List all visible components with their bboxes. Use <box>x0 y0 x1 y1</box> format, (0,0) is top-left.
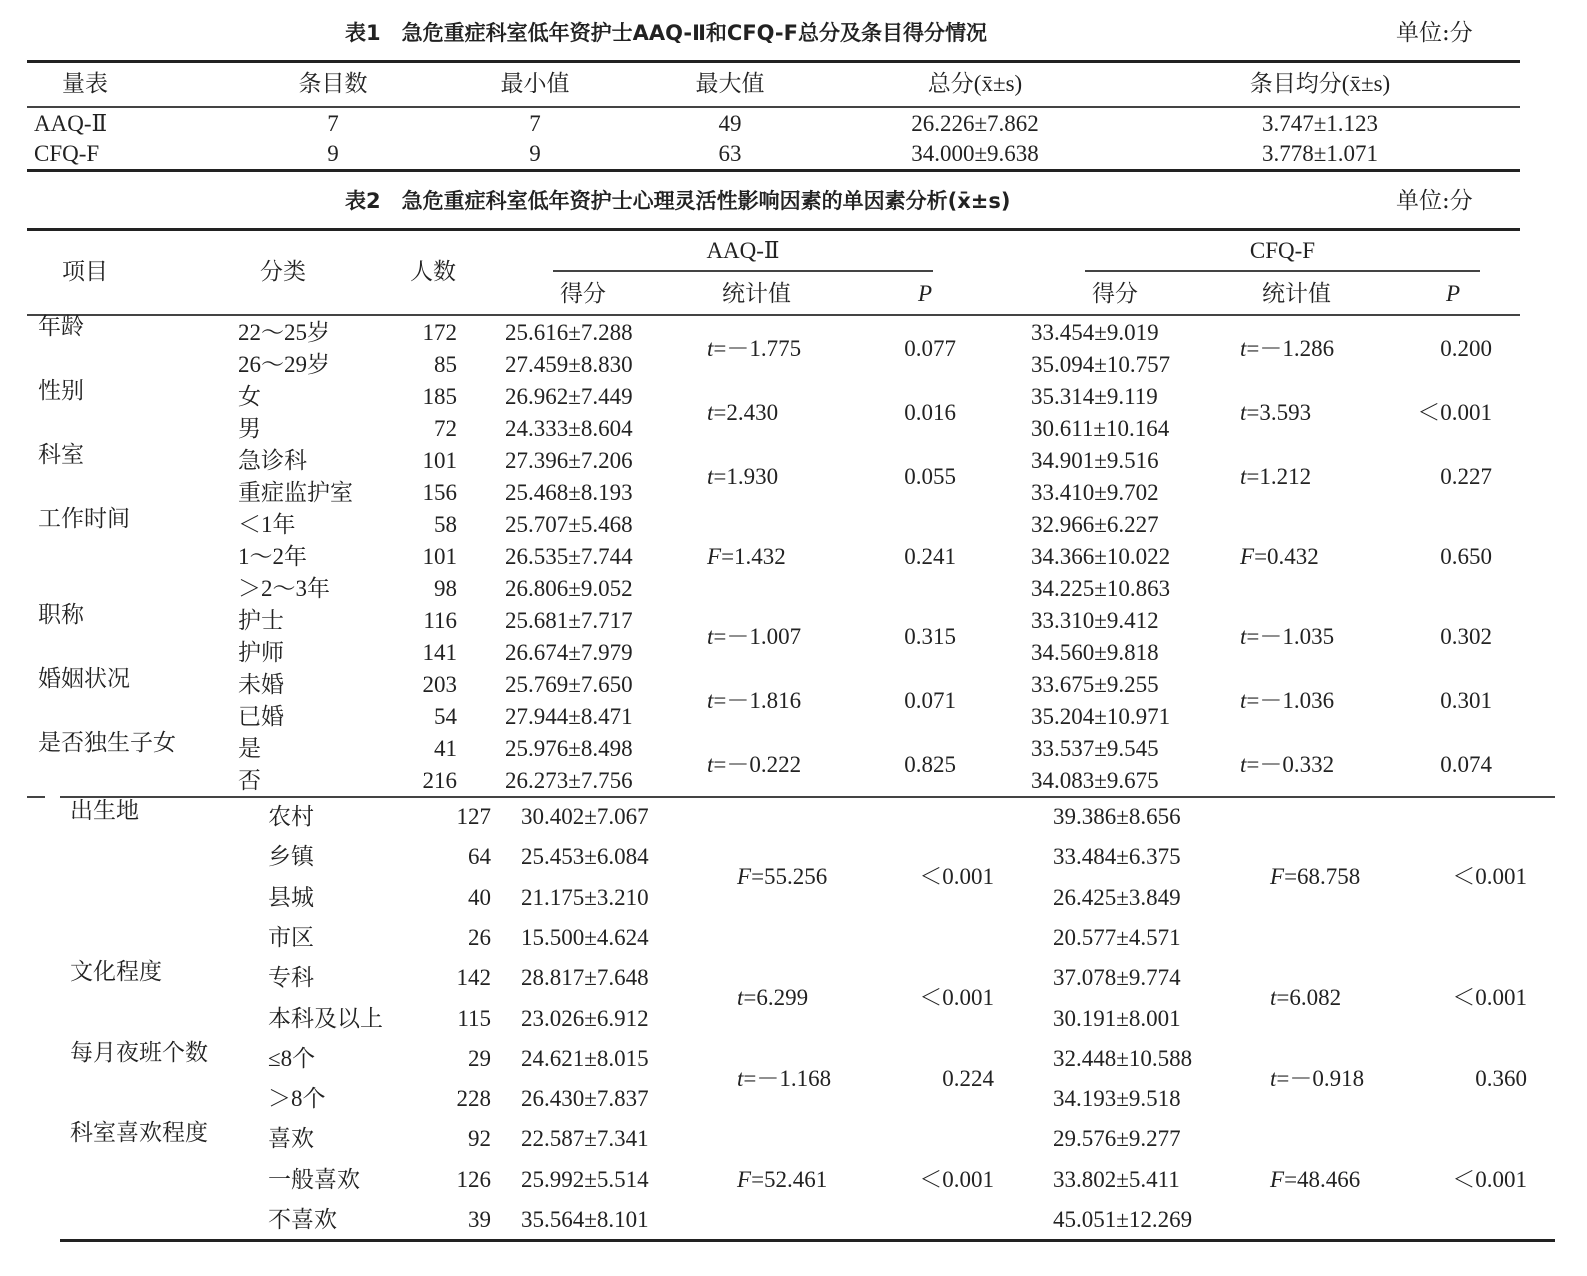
aaq-score: 35.564±8.101 <box>521 1207 649 1232</box>
aaq-p-value: 0.077 <box>904 336 956 361</box>
cfq-score: 35.314±9.119 <box>1031 384 1158 409</box>
cfq-score: 35.094±10.757 <box>1031 352 1171 377</box>
row-category: 一般喜欢 <box>268 1166 360 1192</box>
cfq-p-value: 0.227 <box>1440 464 1492 489</box>
row-category: 县城 <box>268 884 314 910</box>
cfq-statistic: t=6.082 <box>1270 985 1342 1011</box>
row-item-label: 出生地 <box>70 798 139 823</box>
aaq-score: 28.817±7.648 <box>521 965 649 991</box>
row-count: 126 <box>456 1166 491 1192</box>
row-category: 急诊科 <box>238 448 307 473</box>
cfq-statistic: t=－0.332 <box>1240 752 1335 777</box>
row-category: 男 <box>238 416 261 441</box>
table1-cell: 34.000±9.638 <box>911 141 1039 166</box>
row-category: 已婚 <box>238 704 284 729</box>
table1-header-rule <box>27 106 1520 108</box>
aaq-span-rule <box>553 270 933 272</box>
aaq-p-value: ＜0.001 <box>919 864 994 890</box>
row-category: 护师 <box>238 640 284 665</box>
aaq-score: 23.026±6.912 <box>521 1005 649 1031</box>
cfq-p-value: ＜0.001 <box>1452 864 1527 890</box>
cfq-score: 45.051±12.269 <box>1053 1207 1193 1232</box>
aaq-statistic: F=55.256 <box>737 864 828 890</box>
row-count: 141 <box>422 640 457 665</box>
aaq-statistic: F=52.461 <box>737 1166 828 1192</box>
cfq-statistic: t=－0.918 <box>1270 1065 1365 1091</box>
row-item-label: 文化程度 <box>70 959 162 985</box>
aaq-statistic: t=－1.007 <box>707 624 802 649</box>
aaq-score: 26.962±7.449 <box>505 384 633 409</box>
row-count: 185 <box>422 384 457 409</box>
row-count: 216 <box>422 768 457 793</box>
aaq-p-value: 0.241 <box>904 544 956 569</box>
cfq-score: 30.191±8.001 <box>1053 1005 1181 1031</box>
table1-bottom-rule <box>27 169 1520 172</box>
cfq-p-value: ＜0.001 <box>1417 400 1492 425</box>
aaq-score: 25.681±7.717 <box>505 608 633 633</box>
row-category: ＜1年 <box>238 512 296 537</box>
cfq-score: 33.675±9.255 <box>1031 672 1159 697</box>
row-count: 98 <box>434 576 457 601</box>
cfq-score: 32.448±10.588 <box>1053 1045 1193 1071</box>
aaq-p-value: ＜0.001 <box>919 985 994 1011</box>
row-count: 172 <box>422 320 457 345</box>
cfq-p-value: 0.360 <box>1475 1065 1527 1091</box>
cfq-score: 33.454±9.019 <box>1031 320 1159 345</box>
aaq-statistic: t=－1.816 <box>707 688 802 713</box>
aaq-score: 25.769±7.650 <box>505 672 633 697</box>
table1-cell: 26.226±7.862 <box>911 111 1039 136</box>
cfq-p-value: ＜0.001 <box>1452 1166 1527 1192</box>
cfq-p-value: 0.650 <box>1440 544 1492 569</box>
aaq-score: 25.616±7.288 <box>505 320 633 345</box>
aaq-score: 25.992±5.514 <box>521 1166 649 1192</box>
table1-row-label: AAQ-Ⅱ <box>34 111 108 136</box>
cfq-score: 33.484±6.375 <box>1053 844 1181 870</box>
aaq-score: 22.587±7.341 <box>521 1126 649 1152</box>
cfq-score: 34.083±9.675 <box>1031 768 1159 793</box>
row-category: 农村 <box>268 804 314 829</box>
cfq-score: 35.204±10.971 <box>1031 704 1171 729</box>
cfq-score: 30.611±10.164 <box>1031 416 1170 441</box>
row-item-label: 婚姻状况 <box>38 666 130 691</box>
cfq-p-value: ＜0.001 <box>1452 985 1527 1011</box>
table1-cell: 7 <box>529 111 541 136</box>
row-category: 重症监护室 <box>238 480 353 505</box>
aaq-score: 26.430±7.837 <box>521 1086 649 1112</box>
cfq-score: 33.410±9.702 <box>1031 480 1159 505</box>
row-item-label: 科室喜欢程度 <box>70 1120 208 1146</box>
table2-unit: 单位:分 <box>1396 188 1473 214</box>
cfq-score: 33.537±9.545 <box>1031 736 1159 761</box>
aaq-p-value: 0.315 <box>904 624 956 649</box>
row-count: 40 <box>468 884 491 910</box>
aaq-score: 26.674±7.979 <box>505 640 633 665</box>
aaq-score: 24.621±8.015 <box>521 1045 649 1071</box>
section-dash <box>27 796 45 798</box>
row-category: 护士 <box>238 608 284 633</box>
aaq-p-value: 0.055 <box>904 464 956 489</box>
cfq-score: 34.901±9.516 <box>1031 448 1159 473</box>
row-count: 64 <box>468 844 491 870</box>
cfq-score: 37.078±9.774 <box>1053 965 1181 991</box>
row-category: 专科 <box>268 965 314 991</box>
cfq-score: 32.966±6.227 <box>1031 512 1159 537</box>
table1-row-label: CFQ-F <box>34 141 100 166</box>
table1-header-cell: 最大值 <box>695 71 765 96</box>
row-category: 22～25岁 <box>238 320 330 345</box>
table2-header-category: 分类 <box>260 259 306 284</box>
table2-header-rule <box>27 314 1520 316</box>
aaq-score: 27.396±7.206 <box>505 448 633 473</box>
table1-header-cell: 总分(x̄±s) <box>927 71 1023 96</box>
cfq-score: 34.193±9.518 <box>1053 1086 1181 1112</box>
row-item-label: 职称 <box>38 602 84 627</box>
aaq-statistic: t=－0.222 <box>707 752 802 777</box>
row-category: 喜欢 <box>268 1126 314 1152</box>
table2-header-aaq: AAQ-Ⅱ <box>706 238 780 263</box>
table1-top-rule <box>27 60 1520 63</box>
row-count: 54 <box>434 704 457 729</box>
aaq-p-value: ＜0.001 <box>919 1166 994 1192</box>
row-count: 228 <box>456 1086 491 1112</box>
row-item-label: 是否独生子女 <box>38 730 176 755</box>
aaq-p-value: 0.071 <box>904 688 956 713</box>
row-count: 58 <box>434 512 457 537</box>
aaq-statistic: t=－1.775 <box>707 336 802 361</box>
table2-header-cfq: CFQ-F <box>1249 238 1316 263</box>
row-count: 142 <box>456 965 491 991</box>
row-count: 116 <box>423 608 457 633</box>
row-category: 不喜欢 <box>268 1207 337 1232</box>
cfq-statistic: F=48.466 <box>1270 1166 1361 1192</box>
row-category: 女 <box>238 384 261 409</box>
table1-cell: 63 <box>718 141 742 166</box>
cfq-p-value: 0.200 <box>1440 336 1492 361</box>
row-count: 127 <box>456 804 491 829</box>
cfq-statistic: t=1.212 <box>1240 464 1312 489</box>
aaq-p-value: 0.825 <box>904 752 956 777</box>
aaq-score: 30.402±7.067 <box>521 804 649 829</box>
table2-title: 表2 急危重症科室低年资护士心理灵活性影响因素的单因素分析(x̄±s) <box>345 189 1011 213</box>
aaq-score: 21.175±3.210 <box>521 884 649 910</box>
row-item-label: 性别 <box>38 378 84 403</box>
row-count: 101 <box>422 544 457 569</box>
table1-header-cell: 最小值 <box>500 71 570 96</box>
aaq-header-p: P <box>918 281 933 306</box>
aaq-score: 15.500±4.624 <box>521 924 649 950</box>
row-count: 115 <box>457 1005 491 1031</box>
aaq-statistic: t=1.930 <box>707 464 779 489</box>
table1-cell: 9 <box>327 141 339 166</box>
row-category: 26～29岁 <box>238 352 330 377</box>
table2-bottom-rule <box>60 1239 1555 1242</box>
table1-title: 表1 急危重症科室低年资护士AAQ-Ⅱ和CFQ-F总分及条目得分情况 <box>345 21 987 45</box>
row-category: 1～2年 <box>238 544 307 569</box>
aaq-p-value: 0.224 <box>942 1065 994 1091</box>
aaq-score: 27.944±8.471 <box>505 704 633 729</box>
table2-header-n: 人数 <box>410 259 456 284</box>
aaq-header-score: 得分 <box>560 281 606 306</box>
table1-cell: 3.778±1.071 <box>1261 141 1379 166</box>
cfq-p-value: 0.074 <box>1440 752 1492 777</box>
aaq-score: 25.453±6.084 <box>521 844 649 870</box>
cfq-score: 34.225±10.863 <box>1031 576 1171 601</box>
cfq-header-p: P <box>1446 281 1461 306</box>
row-category: 否 <box>238 768 261 793</box>
table1-cell: 9 <box>529 141 541 166</box>
row-category: ＞2～3年 <box>238 576 330 601</box>
row-count: 203 <box>422 672 457 697</box>
cfq-statistic: F=0.432 <box>1240 544 1319 569</box>
aaq-score: 27.459±8.830 <box>505 352 633 377</box>
cfq-span-rule <box>1085 270 1480 272</box>
cfq-p-value: 0.302 <box>1440 624 1492 649</box>
section-break-rule <box>60 796 1555 798</box>
row-item-label: 科室 <box>38 442 84 467</box>
aaq-score: 26.273±7.756 <box>505 768 633 793</box>
cfq-statistic: t=－1.286 <box>1240 336 1335 361</box>
table1-header-cell: 量表 <box>62 71 108 96</box>
cfq-score: 33.310±9.412 <box>1031 608 1159 633</box>
table1-header-cell: 条目数 <box>298 71 368 96</box>
table1-cell: 7 <box>327 111 339 136</box>
cfq-statistic: F=68.758 <box>1270 864 1361 890</box>
row-category: 未婚 <box>238 672 284 697</box>
cfq-statistic: t=－1.036 <box>1240 688 1335 713</box>
row-category: ≤8个 <box>268 1045 316 1071</box>
table1-cell: 49 <box>718 111 742 136</box>
row-category: 乡镇 <box>268 844 314 870</box>
row-category: 市区 <box>268 924 314 950</box>
table1-cell: 3.747±1.123 <box>1261 111 1379 136</box>
cfq-score: 20.577±4.571 <box>1053 924 1181 950</box>
cfq-score: 34.366±10.022 <box>1031 544 1171 569</box>
aaq-statistic: t=6.299 <box>737 985 809 1011</box>
row-count: 92 <box>468 1126 491 1152</box>
row-count: 26 <box>468 924 491 950</box>
aaq-header-stat: 统计值 <box>722 281 791 306</box>
table2-header-item: 项目 <box>62 259 108 284</box>
aaq-score: 25.468±8.193 <box>505 480 633 505</box>
cfq-score: 33.802±5.411 <box>1053 1166 1180 1192</box>
cfq-score: 26.425±3.849 <box>1053 884 1181 910</box>
aaq-score: 26.535±7.744 <box>505 544 633 569</box>
cfq-score: 39.386±8.656 <box>1053 804 1181 829</box>
row-item-label: 工作时间 <box>38 506 130 531</box>
cfq-header-stat: 统计值 <box>1262 281 1331 306</box>
aaq-statistic: t=2.430 <box>707 400 779 425</box>
row-count: 41 <box>434 736 457 761</box>
row-category: 本科及以上 <box>268 1005 383 1031</box>
aaq-p-value: 0.016 <box>904 400 956 425</box>
row-count: 156 <box>422 480 457 505</box>
cfq-score: 29.576±9.277 <box>1053 1126 1181 1152</box>
table2-top-rule <box>27 228 1520 231</box>
cfq-header-score: 得分 <box>1092 281 1138 306</box>
aaq-score: 26.806±9.052 <box>505 576 633 601</box>
cfq-score: 34.560±9.818 <box>1031 640 1159 665</box>
aaq-score: 25.976±8.498 <box>505 736 633 761</box>
row-count: 39 <box>468 1207 491 1232</box>
cfq-p-value: 0.301 <box>1440 688 1492 713</box>
table1-unit: 单位:分 <box>1396 20 1473 46</box>
row-item-label: 每月夜班个数 <box>70 1039 208 1065</box>
row-count: 29 <box>468 1045 491 1071</box>
row-category: ＞8个 <box>268 1086 326 1112</box>
table1-header-cell: 条目均分(x̄±s) <box>1249 71 1391 96</box>
aaq-statistic: F=1.432 <box>707 544 786 569</box>
aaq-statistic: t=－1.168 <box>737 1065 832 1091</box>
cfq-statistic: t=－1.035 <box>1240 624 1335 649</box>
row-count: 85 <box>434 352 457 377</box>
row-count: 101 <box>422 448 457 473</box>
cfq-statistic: t=3.593 <box>1240 400 1312 425</box>
aaq-score: 25.707±5.468 <box>505 512 633 537</box>
row-category: 是 <box>238 736 261 761</box>
row-item-label: 年龄 <box>38 314 84 339</box>
aaq-score: 24.333±8.604 <box>505 416 633 441</box>
row-count: 72 <box>434 416 457 441</box>
